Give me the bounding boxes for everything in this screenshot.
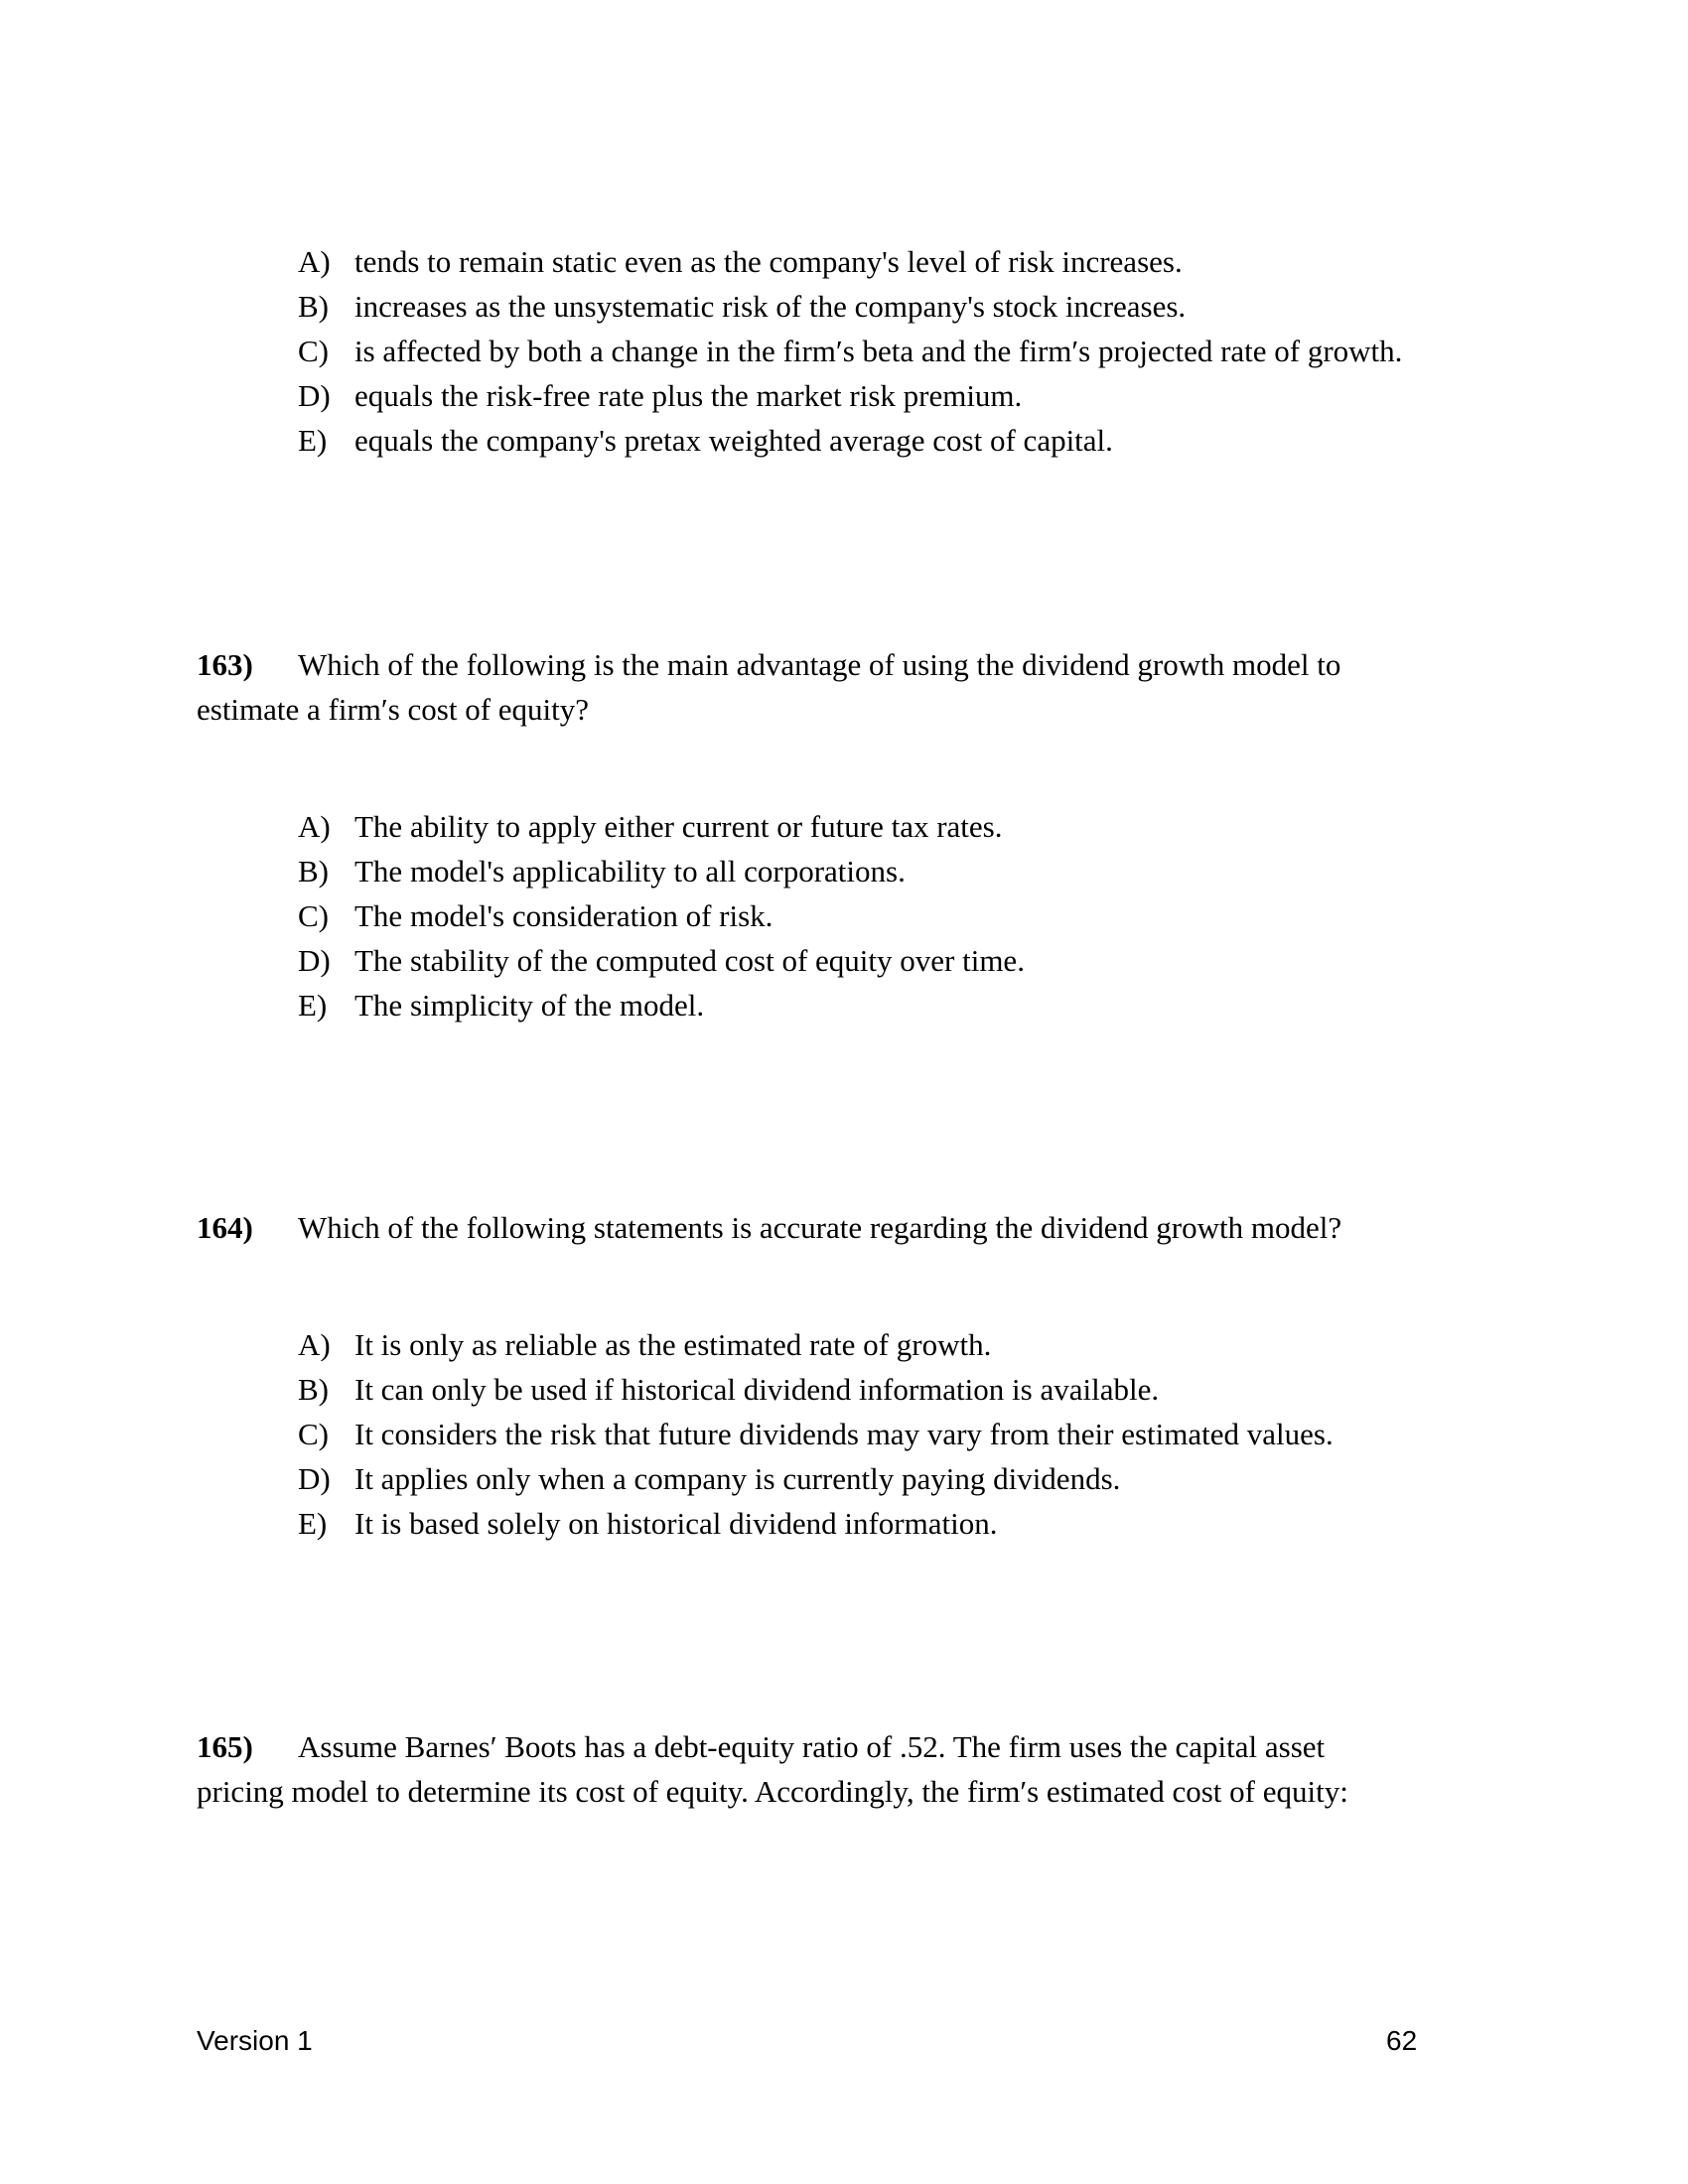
option-letter: A)	[298, 244, 331, 279]
option-text: equals the company's pretax weighted average cost of capital.	[354, 423, 1113, 458]
option-text: It is only as reliable as the estimated rate of growth.	[354, 1327, 992, 1362]
question-text-line2: estimate a firm′s cost of equity?	[197, 692, 590, 727]
option-letter: E)	[298, 1506, 328, 1541]
option-letter: B)	[298, 854, 329, 888]
option-text: The model's consideration of risk.	[354, 898, 774, 933]
option-d	[298, 1456, 1589, 1501]
question-165-stem	[197, 1724, 1487, 1814]
question-163-stem	[197, 642, 1487, 732]
option-text: It can only be used if historical dividend information is available.	[354, 1372, 1160, 1407]
footer-page-number: 62	[1386, 2025, 1418, 2056]
option-letter: A)	[298, 809, 331, 844]
option-letter: A)	[298, 1327, 331, 1362]
option-text: is affected by both a change in the firm′s beta and the firm′s projected rate of growth.	[354, 334, 1403, 368]
option-a	[298, 239, 1589, 284]
option-b	[298, 284, 1589, 329]
option-text: The ability to apply either current or future tax rates.	[354, 809, 1003, 844]
option-e	[298, 418, 1589, 463]
option-text: It applies only when a company is currently paying dividends.	[354, 1461, 1121, 1496]
option-text: It considers the risk that future dividends may vary from their estimated values.	[354, 1417, 1334, 1451]
option-letter: B)	[298, 289, 329, 324]
option-text: tends to remain static even as the company's level of risk increases.	[354, 244, 1183, 279]
option-letter: C)	[298, 1417, 329, 1451]
question-text-line1: Which of the following statements is accurate regarding the dividend growth model?	[298, 1210, 1342, 1245]
option-a	[298, 1322, 1589, 1367]
option-letter: E)	[298, 988, 328, 1023]
option-e	[298, 1501, 1589, 1546]
question-number: 164)	[197, 1210, 253, 1245]
option-text: The model's applicability to all corporations.	[354, 854, 906, 888]
question-text-line2: pricing model to determine its cost of equity. Accordingly, the firm′s estimated cost of equity:	[197, 1774, 1348, 1809]
option-text: increases as the unsystematic risk of the company's stock increases.	[354, 289, 1187, 324]
prev-question-options	[298, 239, 1589, 463]
option-b	[298, 1367, 1589, 1412]
option-letter: D)	[298, 378, 331, 413]
option-c	[298, 329, 1589, 373]
option-c	[298, 893, 1589, 938]
option-letter: C)	[298, 334, 329, 368]
question-164-options	[298, 1322, 1589, 1546]
question-text-line1: Assume Barnes′ Boots has a debt-equity ratio of .52. The firm uses the capital asset	[298, 1729, 1326, 1764]
question-164-stem	[197, 1205, 1487, 1250]
question-163-options	[298, 804, 1589, 1027]
option-b	[298, 849, 1589, 893]
option-letter: E)	[298, 423, 328, 458]
option-text: The stability of the computed cost of equity over time.	[354, 943, 1025, 978]
question-number: 163)	[197, 647, 253, 682]
option-e	[298, 983, 1589, 1027]
question-number: 165)	[197, 1729, 253, 1764]
option-letter: B)	[298, 1372, 329, 1407]
option-text: It is based solely on historical dividend information.	[354, 1506, 998, 1541]
question-text-line1: Which of the following is the main advantage of using the dividend growth model to	[298, 647, 1341, 682]
option-text: The simplicity of the model.	[354, 988, 705, 1023]
option-letter: D)	[298, 943, 331, 978]
option-d	[298, 373, 1589, 418]
option-a	[298, 804, 1589, 849]
option-c	[298, 1412, 1589, 1456]
footer-version: Version 1	[197, 2025, 313, 2056]
option-d	[298, 938, 1589, 983]
option-letter: C)	[298, 898, 329, 933]
option-text: equals the risk-free rate plus the market risk premium.	[354, 378, 1023, 413]
option-letter: D)	[298, 1461, 331, 1496]
